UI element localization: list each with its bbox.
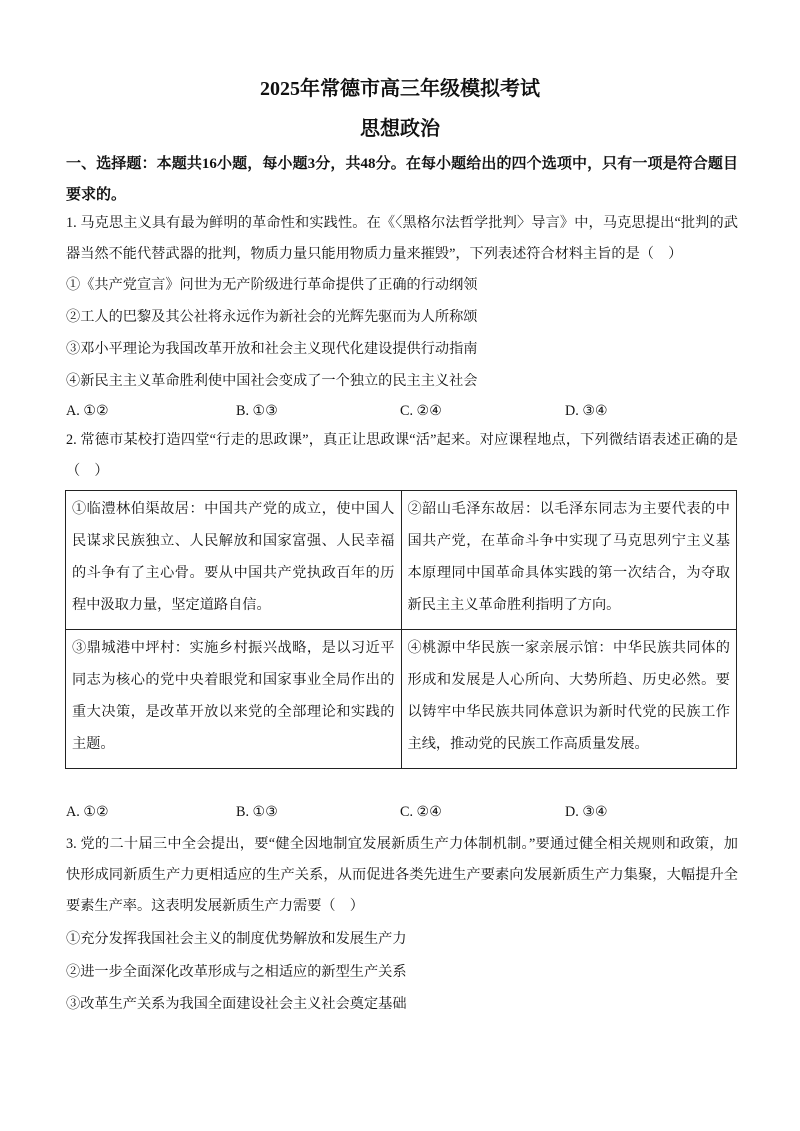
q2-options	[66, 797, 738, 828]
question-1-stem: 1. 马克思主义具有最为鲜明的革命性和实践性。在《〈黑格尔法哲学批判〉导言》中，马克思提出“批判的武器当然不能代替武器的批判，物质力量只能用物质力量来摧毁”，下列表述符合材料主旨的是（ ）	[66, 215, 738, 262]
q2-cell-2: ②韶山毛泽东故居：以毛泽东同志为主要代表的中国共产党，在革命斗争中实现了马克思列宁主义基本原理同中国革命具体实践的第一次结合，为夺取新民主主义革命胜利指明了方向。	[401, 491, 737, 630]
q3-item-1: ①充分发挥我国社会主义的制度优势解放和发展生产力	[66, 931, 407, 947]
q1-item-4: ④新民主主义革命胜利使中国社会变成了一个独立的民主主义社会	[66, 373, 478, 389]
q2-cell-3: ③鼎城港中坪村：实施乡村振兴战略，是以习近平同志为核心的党中央着眼党和国家事业全局作出的重大决策，是改革开放以来党的全部理论和实践的主题。	[66, 630, 402, 769]
q1-item-1: ①《共产党宣言》问世为无产阶级进行革命提供了正确的行动纲领	[66, 277, 478, 293]
q2-option-d[interactable]: D. ③④	[565, 804, 608, 820]
q1-option-b[interactable]: B. ①③	[236, 403, 278, 419]
q2-option-b[interactable]: B. ①③	[236, 804, 278, 820]
exam-title: 2025年常德市高三年级模拟考试	[260, 78, 540, 100]
question-2-stem: 2. 常德市某校打造四堂“行走的思政课”，真正让思政课“活”起来。对应课程地点，下列微结语表述正确的是（ ）	[66, 432, 738, 479]
q1-options	[66, 396, 738, 427]
q2-cell-4: ④桃源中华民族一家亲展示馆：中华民族共同体的形成和发展是人心所向、大势所趋、历史必然。要以铸牢中华民族共同体意识为新时代党的民族工作主线，推动党的民族工作高质量发展。	[401, 630, 737, 769]
q1-option-d[interactable]: D. ③④	[565, 403, 608, 419]
q2-option-c[interactable]: C. ②④	[400, 804, 442, 820]
q1-option-a[interactable]: A. ①②	[66, 403, 109, 419]
q2-option-a[interactable]: A. ①②	[66, 804, 109, 820]
q2-table	[65, 490, 737, 769]
q2-cell-1: ①临澧林伯渠故居：中国共产党的成立，使中国人民谋求民族独立、人民解放和国家富强、人民幸福的斗争有了主心骨。要从中国共产党执政百年的历程中汲取力量，坚定道路自信。	[66, 491, 402, 630]
q1-item-2: ②工人的巴黎及其公社将永远作为新社会的光辉先驱而为人所称颂	[66, 309, 478, 325]
section-heading: 一、选择题：本题共16小题，每小题3分，共48分。在每小题给出的四个选项中，只有一项是符合题目要求的。	[66, 156, 738, 203]
subject-title: 思想政治	[360, 118, 440, 140]
q1-item-3: ③邓小平理论为我国改革开放和社会主义现代化建设提供行动指南	[66, 341, 478, 357]
q1-option-c[interactable]: C. ②④	[400, 403, 442, 419]
q3-item-3: ③改革生产关系为我国全面建设社会主义社会奠定基础	[66, 996, 407, 1012]
q3-item-2: ②进一步全面深化改革形成与之相适应的新型生产关系	[66, 964, 407, 980]
question-3-stem: 3. 党的二十届三中全会提出，要“健全因地制宜发展新质生产力体制机制。”要通过健全相关规则和政策，加快形成同新质生产力更相适应的生产关系，从而促进各类先进生产要素向发展新质生产力集聚，大幅提升全要素生产率。这表明发展新质生产力需要（ ）	[66, 836, 738, 914]
